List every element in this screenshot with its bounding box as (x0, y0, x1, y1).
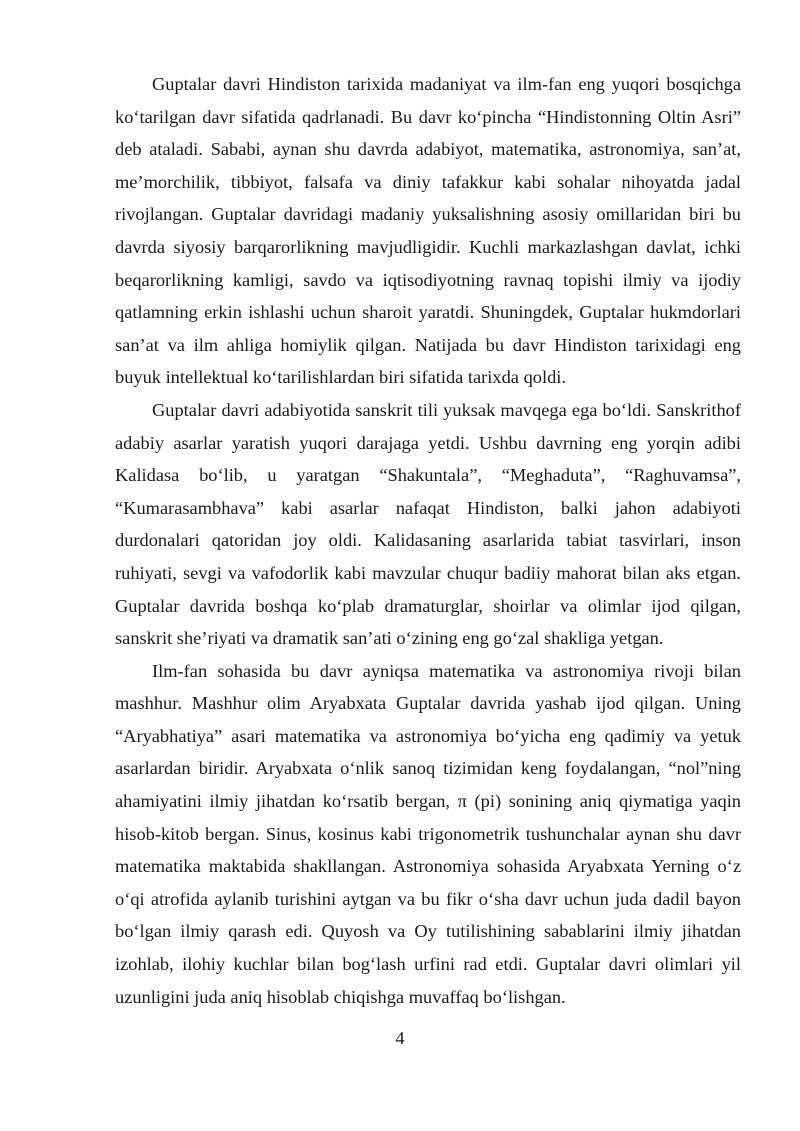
paragraph-science: Ilm-fan sohasida bu davr ayniqsa matematika va astronomiya rivoji bilan mashhur. Mashhur olim Aryabxata Guptalar davrida yashab ijod qilgan. Uning “Aryabhatiya” asari matematika va astronomiya bo‘yicha eng qadimiy va yetuk asarlardan biridir. Aryabxata o‘nlik sanoq tizimidan keng foydalangan, “nol”ning ahamiyatini ilmiy jihatdan ko‘rsatib bergan, π (pi) sonining aniq qiymatiga yaqin hisob-kitob bergan. Sinus, kosinus kabi trigonometrik tushunchalar aynan shu davr matematika maktabida shakllangan. Astronomiya sohasida Aryabxata Yerning o‘z o‘qi atrofida aylanib turishini aytgan va bu fikr o‘sha davr uchun juda dadil bayon bo‘lgan ilmiy qarash edi. Quyosh va Oy tutilishining sabablarini ilmiy jihatdan izohlab, ilohiy kuchlar bilan bog‘lash urfini rad etdi. Guptalar davri olimlari yil uzunligini juda aniq hisoblab chiqishga muvaffaq bo‘lishgan. (115, 660, 741, 1007)
paragraph-literature: Guptalar davri adabiyotida sanskrit tili yuksak mavqega ega bo‘ldi. Sanskrithof adabiy asarlar yaratish yuqori darajaga yetdi. Ushbu davrning eng yorqin adibi Kalidasa bo‘lib, u yaratgan “Shakuntala”, “Meghaduta”, “Raghuvamsa”, “Kumarasambhava” kabi asarlar nafaqat Hindiston, balki jahon adabiyoti durdonalari qatoridan joy oldi. Kalidasaning asarlarida tabiat tasvirlari, inson ruhiyati, sevgi va vafodorlik kabi mavzular chuqur badiiy mahorat bilan aks etgan. Guptalar davrida boshqa ko‘plab dramaturglar, shoirlar va olimlar ijod qilgan, sanskrit she’riyati va dramatik san’ati o‘zining eng go‘zal shakliga yetgan. (115, 399, 741, 649)
page-body (115, 68, 741, 1013)
page-number: 4 (395, 1028, 405, 1048)
paragraph-golden-age: Guptalar davri Hindiston tarixida madaniyat va ilm-fan eng yuqori bosqichga ko‘tarilgan davr sifatida qadrlanadi. Bu davr ko‘pincha “Hindistonning Oltin Asri” deb ataladi. Sababi, aynan shu davrda adabiyot, matematika, astronomiya, san’at, me’morchilik, tibbiyot, falsafa va diniy tafakkur kabi sohalar nihoyatda jadal rivojlangan. Guptalar davridagi madaniy yuksalishning asosiy omillaridan biri bu davrda siyosiy barqarorlikning mavjudligidir. Kuchli markazlashgan davlat, ichki beqarorlikning kamligi, savdo va iqtisodiyotning ravnaq topishi ilmiy va ijodiy qatlamning erkin ishlashi uchun sharoit yaratdi. Shuningdek, Guptalar hukmdorlari san’at va ilm ahliga homiylik qilgan. Natijada bu davr Hindiston tarixidagi eng buyuk intellektual ko‘tarilishlardan biri sifatida tarixda qoldi. (115, 74, 741, 388)
